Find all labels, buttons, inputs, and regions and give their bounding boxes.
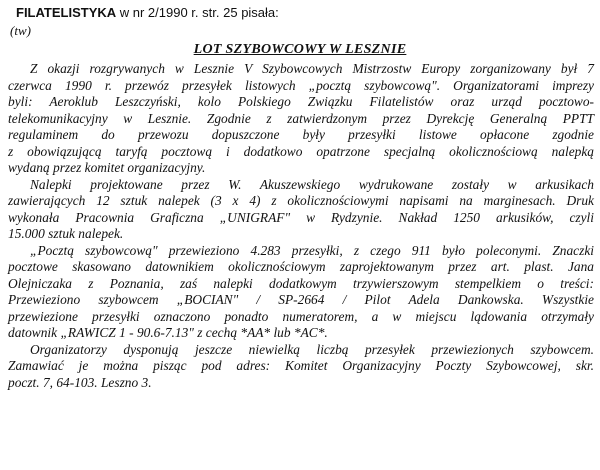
source-reference: [16, 5, 279, 20]
text-line: Organizatorzy dysponują jeszcze niewielką liczbą przesyłek przewiezionych szybowcem.: [30, 341, 594, 357]
text-line: Olejniczaka z Poznania, zaś nalepki dodatkowym trzywierszowym stempelkiem o treści:: [8, 275, 594, 291]
text-line: telekomunikacyjny w Lesznie. Zgodnie z zatwierdzonym przez Dyrekcję Generalną PPTT: [8, 110, 594, 126]
paragraph: [8, 243, 594, 342]
text-line: wydaną przez komitet organizacyjny.: [8, 160, 206, 175]
text-line: 15.000 sztuk nalepek.: [8, 226, 124, 241]
paragraph: [8, 342, 594, 392]
text-line: datownik „RAWICZ 1 - 90.6-7.13" z cechą *AA* lub *AC*.: [8, 325, 328, 340]
text-line: Nalepki projektowane przez W. Akuszewskiego wydrukowane zostały w arkusikach: [30, 176, 594, 192]
text-line: czerwca 1990 r. przewóz przesyłek listowych „pocztą szybowcową". Organizatorami imprezy: [8, 77, 594, 93]
magazine-name: FILATELISTYKA: [16, 5, 117, 20]
paragraph: [8, 177, 594, 243]
text-line: regulaminem do przewozu dopuszczone były przesyłki listowe opłacone zgodnie: [8, 127, 594, 142]
issue-reference: w nr 2/1990 r. str. 25: [119, 5, 238, 20]
text-line: Przewieziono szybowcem „BOCIAN" / SP-2664 / Pilot Adela Dankowska. Wszystkie: [8, 292, 594, 307]
text-line: Zamawiać je można pisząc pod adres: Komitet Organizacyjny Poczty Szybowcowej, skr.: [8, 358, 594, 373]
text-line: z obowiązującą taryfą pocztową i dodatkowo opatrzone specjalną okolicznościową nalepką: [8, 143, 594, 159]
text-line: wykonała Pracownia Graficzna „UNIGRAF" w Rydzynie. Nakład 1250 arkusików, czyli: [8, 209, 594, 225]
source-verb: pisała:: [241, 5, 279, 20]
text-line: byli: Aeroklub Leszczyński, kolo Polskiego Związku Filatelistów oraz urząd pocztowo-: [8, 94, 594, 109]
article-body: [8, 61, 594, 391]
author-initials: (tw): [10, 23, 31, 38]
paragraph: [8, 61, 594, 177]
text-line: „Pocztą szybowcową" przewieziono 4.283 przesyłki, z czego 911 było poleconymi. Znaczki: [30, 242, 594, 258]
text-line: poczt. 7, 64-103. Leszno 3.: [8, 374, 152, 390]
text-line: przewiezione przesyłki oznaczono ponadto numeratorem, a w miejscu lądowania otrzymały: [8, 308, 594, 324]
text-line: pocztowe skasowano datownikiem okolicznościowym zaprojektowanym przez art. plast. Jana: [8, 259, 594, 274]
article-title: LOT SZYBOWCOWY W LESZNIE: [193, 42, 407, 57]
text-line: Z okazji rozgrywanych w Lesznie V Szybowcowych Mistrzostw Europy zorganizowany był 7: [30, 61, 594, 76]
text-line: zawierających 12 sztuk nalepek (3 x 4) z okolicznościowymi napisami na marginesach. Druk: [8, 193, 594, 208]
